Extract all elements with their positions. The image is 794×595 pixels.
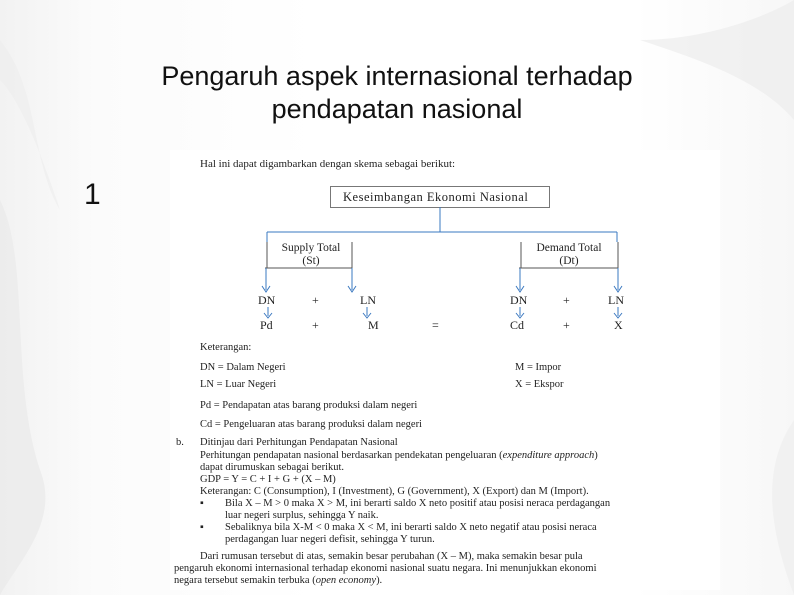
section-b-line1-italic: expenditure approach	[502, 450, 595, 461]
section-b-line1	[200, 450, 598, 461]
closing-line-3-text: negara tersebut semakin terbuka (	[174, 575, 316, 586]
bullet-1-line-a: Bila X – M > 0 maka X > M, ini berarti saldo X neto positif atau posisi neraca perdagangan	[225, 498, 611, 509]
row2-cd: Cd	[510, 318, 525, 332]
legend-m: M = Impor	[515, 362, 562, 373]
diagram-lines	[170, 150, 720, 350]
section-b-line1-text: Perhitungan pendapatan nasional berdasarkan pendekatan pengeluaran (	[200, 450, 503, 461]
legend-dn: DN = Dalam Negeri	[200, 362, 286, 373]
bullet-2-symbol: ▪	[200, 522, 204, 533]
intro-text: Hal ini dapat digambarkan dengan skema sebagai berikut:	[200, 158, 456, 170]
bullet-2-line-b: perdagangan luar negeri defisit, sehingga Y turun.	[225, 534, 435, 545]
demand-total-label	[523, 242, 615, 268]
row2-plus-2: +	[563, 318, 570, 332]
slide-number: 1	[84, 178, 101, 211]
supply-total-abbr: (St)	[302, 255, 320, 267]
keterangan-title: Keterangan:	[200, 342, 252, 353]
cd-definition: Cd = Pengeluaran atas barang produksi dalam negeri	[200, 419, 422, 430]
supply-total-text: Supply Total	[281, 242, 341, 254]
row1-dn-left: DN	[258, 293, 276, 307]
demand-total-text: Demand Total	[536, 242, 602, 254]
section-b-heading: Ditinjau dari Perhitungan Pendapatan Nasional	[200, 437, 398, 448]
row1-ln-right: LN	[608, 293, 624, 307]
closing-line-2: pengaruh ekonomi internasional terhadap ekonomi nasional suatu negara. Ini menunjukkan ekonomi	[174, 563, 597, 574]
row2-equals: =	[432, 318, 439, 332]
closing-line-3-end: ).	[376, 575, 383, 586]
scanned-page	[170, 150, 720, 590]
balance-box-label: Keseimbangan Ekonomi Nasional	[343, 190, 529, 204]
section-b-line2: dapat dirumuskan sebagai berikut.	[200, 462, 345, 473]
section-b-line1-end: )	[594, 450, 598, 461]
row1-plus-right: +	[563, 293, 570, 307]
row2-x: X	[614, 318, 623, 332]
bullet-1-line-b: luar negeri surplus, sehingga Y naik.	[225, 510, 379, 521]
legend-ln: LN = Luar Negeri	[200, 379, 277, 390]
pd-definition: Pd = Pendapatan atas barang produksi dalam negeri	[200, 400, 418, 411]
formula-keterangan: Keterangan: C (Consumption), I (Investment), G (Government), X (Export) dan M (Import).	[200, 486, 589, 497]
bullet-1-symbol: ▪	[200, 498, 204, 509]
closing-line-1: Dari rumusan tersebut di atas, semakin besar perubahan (X – M), maka semakin besar pula	[200, 551, 583, 562]
row2-m: M	[368, 318, 379, 332]
demand-total-abbr: (Dt)	[559, 255, 579, 267]
row1-plus-left: +	[312, 293, 319, 307]
supply-total-label	[272, 242, 350, 268]
closing-line-3	[174, 575, 382, 586]
bullet-2-line-a: Sebaliknya bila X-M < 0 maka X < M, ini berarti saldo X neto negatif atau posisi neraca	[225, 522, 597, 533]
closing-line-3-italic: open economy	[315, 575, 377, 586]
row2-pd: Pd	[260, 318, 273, 332]
slide-title	[60, 60, 734, 126]
row1-dn-right: DN	[510, 293, 528, 307]
section-b-marker: b.	[176, 437, 184, 448]
slide-title-line-2: pendapatan nasional	[271, 94, 523, 124]
row2-plus-1: +	[312, 318, 319, 332]
row1-ln-left: LN	[360, 293, 376, 307]
gdp-formula: GDP = Y = C + I + G + (X – M)	[200, 474, 336, 485]
slide-title-line-1: Pengaruh aspek internasional terhadap	[161, 61, 633, 91]
legend-x: X = Ekspor	[515, 379, 564, 390]
